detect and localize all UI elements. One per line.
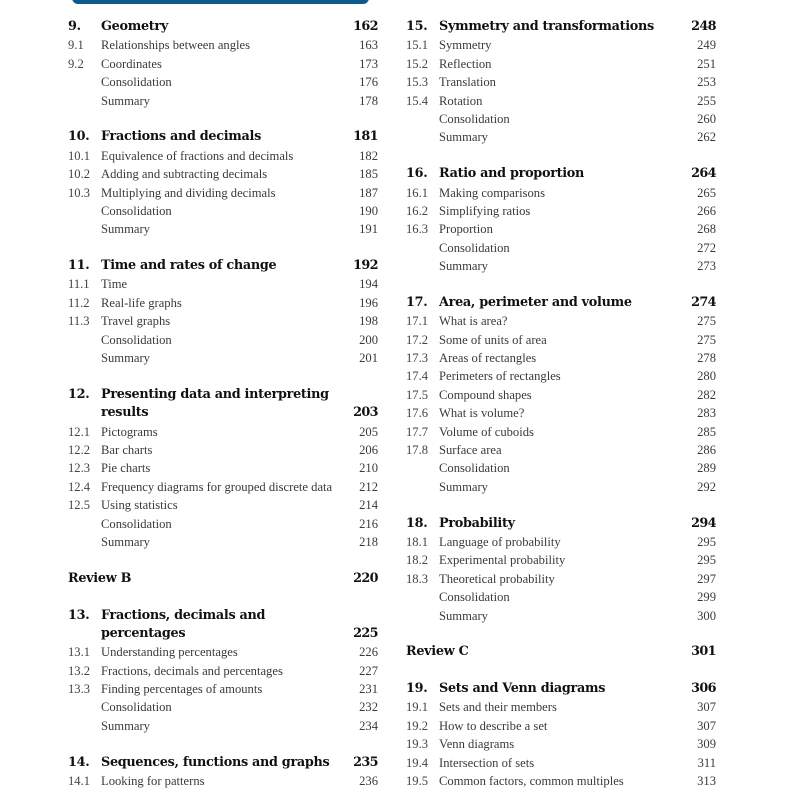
entry-title: Consolidation <box>101 203 172 218</box>
entry-page-number: 313 <box>697 774 716 789</box>
entry-title: Consolidation <box>101 700 172 715</box>
toc-section-entry[interactable] <box>68 496 380 514</box>
entry-title: Looking for patterns <box>101 774 205 789</box>
entry-title: Theoretical probability <box>439 571 555 586</box>
entry-number: 12. <box>68 386 90 402</box>
entry-number: 17.3 <box>406 351 429 366</box>
entry-title: Simplifying ratios <box>439 203 531 218</box>
entry-page-number: 265 <box>697 185 716 200</box>
toc-section-entry[interactable] <box>68 717 380 735</box>
entry-title: Perimeters of rectangles <box>439 369 561 384</box>
entry-page-number: 295 <box>697 534 716 549</box>
entry-page-number: 235 <box>353 754 378 770</box>
toc-section-entry[interactable] <box>406 239 718 257</box>
toc-section-entry[interactable] <box>68 294 380 312</box>
entry-page-number: 225 <box>353 625 378 641</box>
toc-section-entry[interactable] <box>406 110 718 128</box>
entry-number: 12.4 <box>68 479 91 494</box>
toc-section-entry[interactable] <box>406 386 718 404</box>
entry-number: 16.2 <box>406 203 429 218</box>
entry-title: Pie charts <box>101 461 151 476</box>
entry-title: Consolidation <box>101 332 172 347</box>
entry-title: Summary <box>439 479 488 494</box>
entry-number: 18.3 <box>406 571 429 586</box>
entry-page-number: 253 <box>697 75 716 90</box>
entry-title: Proportion <box>439 222 493 237</box>
toc-section-entry[interactable] <box>68 533 380 551</box>
spacer <box>68 239 380 257</box>
entry-number: 10.3 <box>68 185 91 200</box>
entry-page-number: 214 <box>359 498 378 513</box>
entry-page-number: 236 <box>359 774 378 789</box>
entry-number: 9.2 <box>68 56 84 71</box>
toc-section-entry[interactable] <box>68 441 380 459</box>
entry-number: 13.2 <box>68 663 91 678</box>
entry-title: Frequency diagrams for grouped discrete data <box>101 479 333 494</box>
entry-number: 18.1 <box>406 534 429 549</box>
entry-page-number: 212 <box>359 479 378 494</box>
toc-section-entry[interactable] <box>68 459 380 477</box>
entry-title: What is area? <box>439 314 508 329</box>
entry-number: 15.2 <box>406 56 429 71</box>
entry-page-number: 272 <box>697 240 716 255</box>
entry-title: Finding percentages of amounts <box>101 682 263 697</box>
entry-page-number: 191 <box>359 222 378 237</box>
entry-title: Relationships between angles <box>101 38 250 53</box>
entry-title: Consolidation <box>101 516 172 531</box>
entry-title: Using statistics <box>101 498 178 513</box>
entry-title: Compound shapes <box>439 387 532 402</box>
entry-page-number: 266 <box>697 203 716 218</box>
toc-section-entry[interactable] <box>406 588 718 606</box>
entry-page-number: 255 <box>697 93 716 108</box>
entry-page-number: 248 <box>691 19 716 34</box>
entry-number: 12.5 <box>68 498 91 513</box>
entry-title: Symmetry <box>439 38 492 53</box>
entry-number: 12.1 <box>68 424 91 439</box>
entry-number: 13. <box>68 607 90 623</box>
toc-section-entry[interactable] <box>406 551 718 569</box>
entry-number: 12.2 <box>68 442 91 457</box>
spacer <box>406 496 718 514</box>
toc-chapter-entry[interactable] <box>68 18 380 36</box>
entry-title: Fractions, decimals and <box>101 607 266 623</box>
toc-section-entry[interactable] <box>406 607 718 625</box>
entry-title: Volume of cuboids <box>439 424 534 439</box>
entry-number: 18.2 <box>406 553 429 568</box>
entry-number: 11.2 <box>68 295 90 310</box>
toc-chapter-entry[interactable] <box>406 515 718 533</box>
entry-title: Experimental probability <box>439 553 566 568</box>
spacer <box>68 551 380 569</box>
entry-title: Bar charts <box>101 442 153 457</box>
entry-title: Making comparisons <box>439 185 545 200</box>
entry-title: Fractions and decimals <box>101 129 261 145</box>
toc-chapter-entry[interactable] <box>68 128 380 146</box>
toc-section-entry[interactable] <box>406 533 718 551</box>
entry-title: Rotation <box>439 93 483 108</box>
entry-number: 15.1 <box>406 38 429 53</box>
entry-page-number: 309 <box>697 737 716 752</box>
entry-title: Pictograms <box>101 424 158 439</box>
entry-page-number: 185 <box>359 167 378 182</box>
entry-page-number: 192 <box>353 258 378 274</box>
toc-section-entry[interactable] <box>68 643 380 661</box>
entry-page-number: 231 <box>359 682 378 697</box>
entry-number: 11.1 <box>68 277 90 292</box>
entry-title: Summary <box>439 130 488 145</box>
toc-section-entry[interactable] <box>406 220 718 238</box>
entry-title: Sequences, functions and graphs <box>101 754 330 770</box>
toc-section-entry[interactable] <box>406 92 718 110</box>
entry-title: Probability <box>439 515 515 531</box>
entry-page-number: 282 <box>697 387 716 402</box>
entry-title: percentages <box>101 625 186 641</box>
entry-page-number: 307 <box>697 700 716 715</box>
toc-chapter-entry[interactable] <box>406 165 718 183</box>
spacer <box>406 275 718 293</box>
entry-title: Consolidation <box>439 240 510 255</box>
toc-section-entry[interactable] <box>68 698 380 716</box>
entry-title: Understanding percentages <box>101 645 238 660</box>
entry-page-number: 311 <box>697 755 716 770</box>
toc-section-entry[interactable] <box>406 570 718 588</box>
entry-title: Reflection <box>439 56 492 71</box>
toc-review-entry[interactable] <box>406 643 718 661</box>
entry-title: Consolidation <box>101 75 172 90</box>
entry-page-number: 210 <box>359 461 378 476</box>
entry-page-number: 249 <box>697 38 716 53</box>
entry-page-number: 178 <box>359 93 378 108</box>
entry-number: 17. <box>406 294 428 310</box>
entry-page-number: 176 <box>359 75 378 90</box>
entry-page-number: 227 <box>359 663 378 678</box>
entry-number: 10.2 <box>68 167 91 182</box>
entry-title: Summary <box>101 93 150 108</box>
entry-number: 15.4 <box>406 93 429 108</box>
entry-title: Sets and Venn diagrams <box>439 681 606 697</box>
entry-title: Intersection of sets <box>439 755 535 770</box>
entry-page-number: 299 <box>697 590 716 605</box>
toc-section-entry[interactable] <box>406 128 718 146</box>
toc-section-entry[interactable] <box>68 92 380 110</box>
toc-section-entry[interactable] <box>406 754 718 772</box>
entry-number: 17.1 <box>406 314 429 329</box>
entry-title: Ratio and proportion <box>439 166 585 182</box>
entry-page-number: 200 <box>359 332 378 347</box>
entry-page-number: 201 <box>359 351 378 366</box>
entry-number: 19.5 <box>406 774 429 789</box>
toc-section-entry[interactable] <box>406 441 718 459</box>
toc-section-entry[interactable] <box>68 423 380 441</box>
toc-section-entry[interactable] <box>68 147 380 165</box>
entry-page-number: 275 <box>697 332 716 347</box>
entry-page-number: 268 <box>697 222 716 237</box>
toc-section-entry[interactable] <box>68 55 380 73</box>
toc-section-entry[interactable] <box>68 331 380 349</box>
entry-number: 19.2 <box>406 718 429 733</box>
toc-section-entry[interactable] <box>406 184 718 202</box>
entry-title: Review C <box>406 644 469 660</box>
toc-chapter-entry[interactable] <box>406 680 718 698</box>
entry-title: Venn diagrams <box>439 737 515 752</box>
entry-page-number: 292 <box>697 479 716 494</box>
entry-page-number: 196 <box>359 295 378 310</box>
entry-page-number: 251 <box>697 56 716 71</box>
entry-title: Multiplying and dividing decimals <box>101 185 276 200</box>
entry-number: 17.7 <box>406 424 429 439</box>
entry-number: 19. <box>406 681 428 697</box>
entry-page-number: 307 <box>697 718 716 733</box>
toc-section-entry[interactable] <box>406 331 718 349</box>
entry-number: 17.4 <box>406 369 429 384</box>
entry-title: Consolidation <box>439 111 510 126</box>
entry-page-number: 278 <box>697 351 716 366</box>
entry-title: Common factors, common multiples <box>439 774 624 789</box>
entry-page-number: 194 <box>359 277 378 292</box>
entry-title: Review B <box>68 570 132 586</box>
toc-chapter-entry[interactable] <box>406 294 718 312</box>
entry-page-number: 173 <box>359 56 378 71</box>
header-bar <box>72 0 369 4</box>
toc-column-right <box>406 18 718 790</box>
toc-section-entry[interactable] <box>406 698 718 716</box>
toc-section-entry[interactable] <box>406 349 718 367</box>
entry-page-number: 162 <box>353 19 378 34</box>
spacer <box>406 625 718 643</box>
spacer <box>406 147 718 165</box>
toc-section-entry[interactable] <box>406 202 718 220</box>
toc-section-entry[interactable] <box>68 36 380 54</box>
toc-section-entry[interactable] <box>68 312 380 330</box>
entry-page-number: 187 <box>359 185 378 200</box>
toc-section-entry[interactable] <box>406 717 718 735</box>
toc-section-entry[interactable] <box>68 515 380 533</box>
toc-section-entry[interactable] <box>406 367 718 385</box>
toc-chapter-entry[interactable] <box>68 607 380 625</box>
entry-page-number: 182 <box>359 148 378 163</box>
toc-section-entry[interactable] <box>68 662 380 680</box>
toc-section-entry[interactable] <box>68 165 380 183</box>
entry-number: 19.1 <box>406 700 429 715</box>
toc-section-entry[interactable] <box>406 459 718 477</box>
entry-page-number: 301 <box>691 644 716 660</box>
entry-title: Summary <box>101 222 150 237</box>
entry-page-number: 300 <box>697 608 716 623</box>
entry-page-number: 260 <box>697 111 716 126</box>
entry-title: Summary <box>101 718 150 733</box>
toc-section-entry[interactable] <box>406 257 718 275</box>
entry-title: Summary <box>101 534 150 549</box>
toc-section-entry[interactable] <box>406 478 718 496</box>
entry-page-number: 294 <box>691 515 716 531</box>
entry-page-number: 297 <box>697 571 716 586</box>
entry-page-number: 198 <box>359 314 378 329</box>
spacer <box>68 588 380 606</box>
entry-title: Surface area <box>439 442 502 457</box>
entry-page-number: 262 <box>697 130 716 145</box>
toc-chapter-entry[interactable] <box>68 386 380 404</box>
entry-title: Equivalence of fractions and decimals <box>101 148 294 163</box>
entry-title: How to describe a set <box>439 718 548 733</box>
entry-title: Symmetry and transformations <box>439 19 654 34</box>
toc-section-entry[interactable] <box>68 220 380 238</box>
entry-title: Area, perimeter and volume <box>439 294 632 310</box>
toc-section-entry[interactable] <box>406 423 718 441</box>
toc-section-entry[interactable] <box>406 312 718 330</box>
entry-title: Geometry <box>101 19 168 34</box>
entry-number: 13.1 <box>68 645 91 660</box>
entry-page-number: 285 <box>697 424 716 439</box>
entry-page-number: 295 <box>697 553 716 568</box>
toc-section-entry[interactable] <box>68 478 380 496</box>
toc-section-entry[interactable] <box>68 349 380 367</box>
entry-title: Consolidation <box>439 590 510 605</box>
spacer <box>68 367 380 385</box>
toc-section-entry[interactable] <box>406 73 718 91</box>
entry-number: 16.1 <box>406 185 429 200</box>
entry-number: 15. <box>406 19 428 34</box>
spacer <box>406 662 718 680</box>
entry-title: Coordinates <box>101 56 162 71</box>
toc-section-entry[interactable] <box>68 275 380 293</box>
entry-number: 16. <box>406 166 428 182</box>
entry-page-number: 181 <box>353 129 378 145</box>
toc-review-entry[interactable] <box>68 570 380 588</box>
entry-title: Real-life graphs <box>101 295 182 310</box>
toc-section-entry[interactable] <box>406 772 718 790</box>
toc-column-left <box>68 18 380 790</box>
toc-section-entry[interactable] <box>406 404 718 422</box>
toc-section-entry[interactable] <box>68 73 380 91</box>
entry-page-number: 220 <box>353 570 378 586</box>
entry-page-number: 205 <box>359 424 378 439</box>
entry-title: Summary <box>439 608 488 623</box>
entry-title: results <box>101 405 149 421</box>
entry-title: Time <box>101 277 128 292</box>
toc-chapter-entry[interactable] <box>68 257 380 275</box>
entry-title: Some of units of area <box>439 332 547 347</box>
entry-title: Consolidation <box>439 461 510 476</box>
entry-title: Areas of rectangles <box>439 351 537 366</box>
entry-number: 16.3 <box>406 222 429 237</box>
entry-title: Summary <box>439 259 488 274</box>
entry-page-number: 218 <box>359 534 378 549</box>
toc-section-entry[interactable] <box>406 55 718 73</box>
toc-chapter-entry[interactable] <box>68 625 380 643</box>
entry-number: 19.3 <box>406 737 429 752</box>
entry-page-number: 264 <box>691 166 716 182</box>
entry-page-number: 273 <box>697 259 716 274</box>
entry-title: Translation <box>439 75 496 90</box>
spacer <box>68 110 380 128</box>
entry-page-number: 274 <box>691 294 716 310</box>
entry-page-number: 286 <box>697 442 716 457</box>
entry-number: 10.1 <box>68 148 91 163</box>
toc-chapter-entry[interactable] <box>68 404 380 422</box>
toc-section-entry[interactable] <box>68 202 380 220</box>
entry-title: Language of probability <box>439 534 561 549</box>
entry-number: 17.8 <box>406 442 429 457</box>
entry-number: 9.1 <box>68 38 84 53</box>
entry-number: 15.3 <box>406 75 429 90</box>
toc-section-entry[interactable] <box>406 735 718 753</box>
toc-section-entry[interactable] <box>68 184 380 202</box>
entry-page-number: 306 <box>691 681 716 697</box>
toc-section-entry[interactable] <box>68 680 380 698</box>
entry-title: Presenting data and interpreting <box>101 386 329 402</box>
entry-page-number: 216 <box>359 516 378 531</box>
entry-number: 10. <box>68 129 90 145</box>
entry-page-number: 289 <box>697 461 716 476</box>
entry-number: 14. <box>68 754 90 770</box>
entry-page-number: 283 <box>697 406 716 421</box>
entry-page-number: 232 <box>359 700 378 715</box>
entry-number: 11.3 <box>68 314 90 329</box>
entry-number: 13.3 <box>68 682 91 697</box>
entry-number: 17.5 <box>406 387 429 402</box>
entry-number: 17.6 <box>406 406 429 421</box>
entry-number: 9. <box>68 19 81 34</box>
toc-section-entry[interactable] <box>68 772 380 790</box>
entry-number: 18. <box>406 515 428 531</box>
entry-number: 14.1 <box>68 774 91 789</box>
entry-number: 12.3 <box>68 461 91 476</box>
entry-page-number: 206 <box>359 442 378 457</box>
entry-title: Adding and subtracting decimals <box>101 167 268 182</box>
entry-title: What is volume? <box>439 406 525 421</box>
entry-page-number: 234 <box>359 718 378 733</box>
entry-page-number: 163 <box>359 38 378 53</box>
entry-page-number: 203 <box>353 405 378 421</box>
toc-chapter-entry[interactable] <box>68 754 380 772</box>
entry-page-number: 280 <box>697 369 716 384</box>
toc-section-entry[interactable] <box>406 36 718 54</box>
entry-page-number: 275 <box>697 314 716 329</box>
entry-title: Summary <box>101 351 150 366</box>
spacer <box>68 735 380 753</box>
entry-page-number: 226 <box>359 645 378 660</box>
entry-number: 17.2 <box>406 332 429 347</box>
entry-number: 11. <box>68 258 90 274</box>
entry-number: 19.4 <box>406 755 429 770</box>
entry-title: Sets and their members <box>439 700 557 715</box>
entry-title: Travel graphs <box>101 314 171 329</box>
entry-title: Fractions, decimals and percentages <box>101 663 283 678</box>
entry-page-number: 190 <box>359 203 378 218</box>
toc-chapter-entry[interactable] <box>406 18 718 36</box>
entry-title: Time and rates of change <box>101 258 277 274</box>
